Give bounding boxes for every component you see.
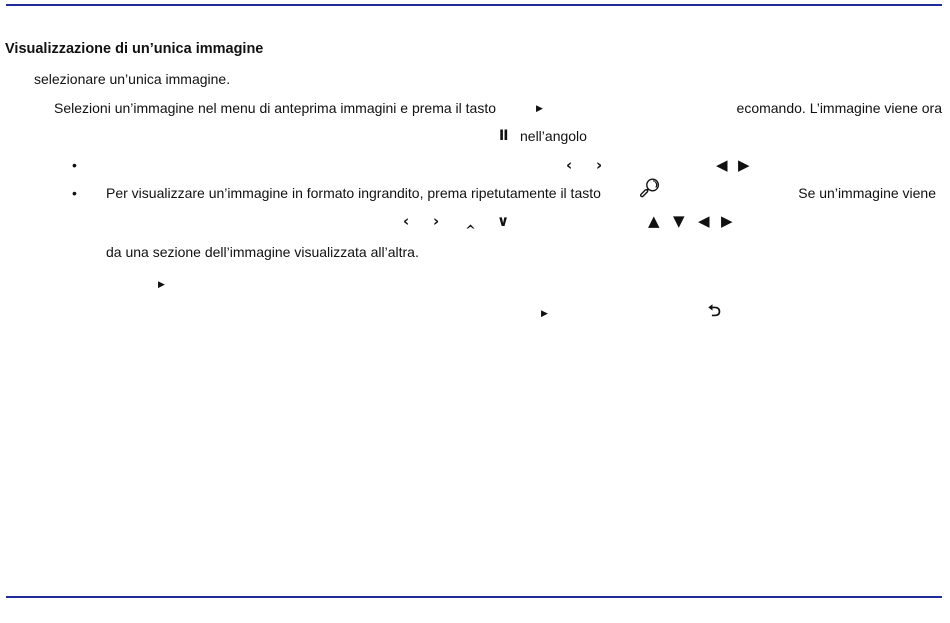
chevron-left-icon: ‹: [566, 156, 573, 174]
bullet-2-right: Se un’immagine viene: [798, 185, 936, 201]
chevron-right-icon: ›: [596, 156, 603, 174]
return-arrow-icon: ⮌: [708, 301, 721, 320]
chevron-left-icon: ‹: [403, 212, 410, 230]
play-small-icon: ▶: [536, 104, 543, 114]
play-small-icon: ▶: [541, 309, 548, 319]
triangle-left-icon: ◀: [716, 156, 728, 174]
pause-icon: II: [499, 128, 508, 144]
triangle-right-icon: ▶: [738, 156, 750, 174]
paragraph-1-left: Selezioni un’immagine nel menu di anteprima immagini e prema il tasto: [54, 100, 496, 116]
chevron-right-icon: ›: [433, 212, 440, 230]
bullet-2-continuation: da una sezione dell’immagine visualizzata all’altra.: [106, 244, 419, 260]
section-subheading: selezionare un’unica immagine.: [34, 71, 231, 87]
triangle-left-icon: ◀: [698, 212, 710, 230]
bullet-2-marker: •: [72, 185, 77, 201]
section-heading: Visualizzazione di un’unica immagine: [5, 41, 264, 57]
magnifier-icon: 🔎︎: [638, 178, 661, 199]
triangle-up-icon: ▲: [648, 212, 660, 230]
bottom-rule: [6, 596, 942, 598]
paragraph-1-line2: nell’angolo: [520, 128, 587, 144]
paragraph-1-right: ecomando. L’immagine viene ora: [736, 100, 942, 116]
play-small-icon: ▶: [158, 280, 165, 290]
bullet-1-marker: •: [72, 157, 77, 173]
bullet-2-text: Per visualizzare un’immagine in formato ingrandito, prema ripetutamente il tasto: [106, 185, 601, 201]
chevron-up-icon: ‸: [465, 211, 476, 229]
triangle-right-icon: ▶: [721, 212, 733, 230]
triangle-down-icon: ▼: [673, 212, 685, 230]
top-rule: [6, 4, 942, 6]
chevron-down-icon: ∨: [497, 212, 510, 230]
